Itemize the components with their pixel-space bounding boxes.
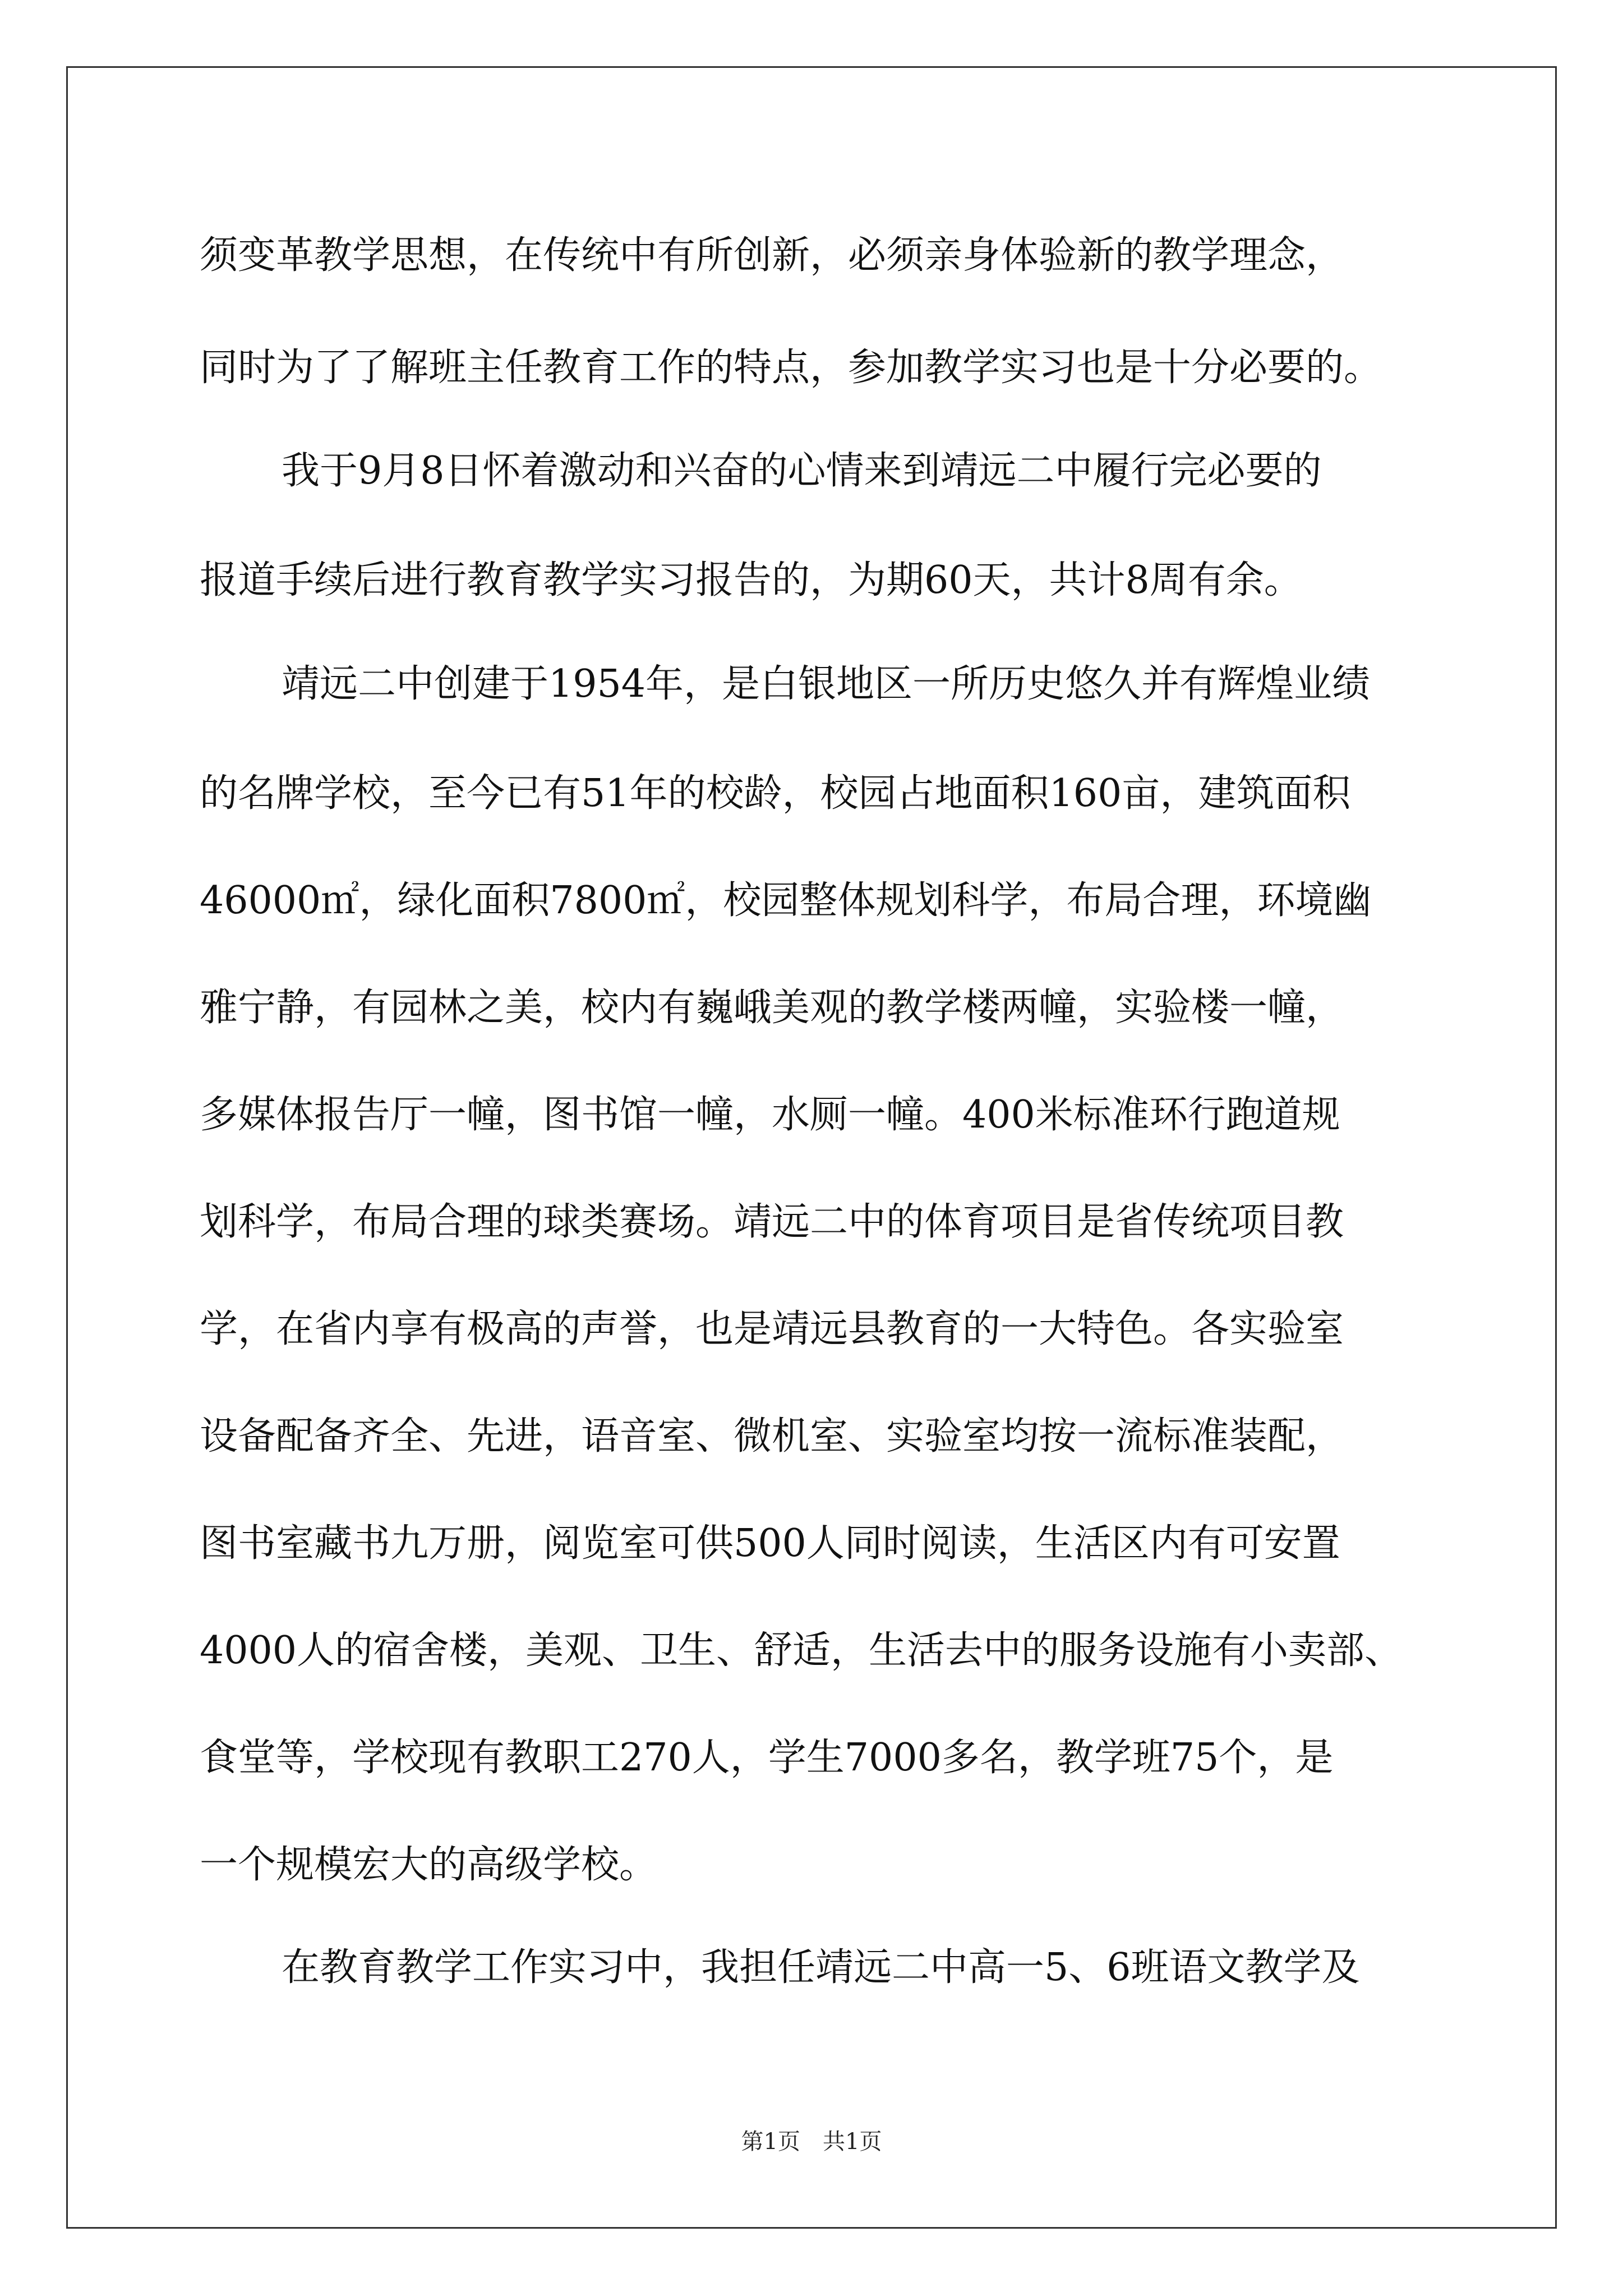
text-line: 设备配备齐全、先进，语音室、微机室、实验室均按一流标准装配， (200, 1414, 1344, 1458)
text-line: 多媒体报告厅一幢，图书馆一幢，水厕一幢。400米标准环行跑道规 (200, 1093, 1340, 1137)
page-border (66, 66, 1557, 2229)
text-line: 同时为了了解班主任教育工作的特点，参加教学实习也是十分必要的。 (200, 346, 1382, 390)
page-footer: 第1页 共1页 (741, 2129, 882, 2155)
text-line: 报道手续后进行教育教学实习报告的，为期60天，共计8周有余。 (200, 558, 1302, 602)
text-line: 靖远二中创建于1954年，是白银地区一所历史悠久并有辉煌业绩 (282, 662, 1371, 706)
text-line: 雅宁静，有园林之美，校内有巍峨美观的教学楼两幢，实验楼一幢， (200, 986, 1344, 1030)
text-line: 学，在省内享有极高的声誉，也是靖远县教育的一大特色。各实验室 (200, 1307, 1344, 1351)
text-line: 46000㎡，绿化面积7800㎡，校园整体规划科学，布局合理，环境幽 (200, 878, 1372, 923)
text-line: 划科学，布局合理的球类赛场。靖远二中的体育项目是省传统项目教 (200, 1200, 1344, 1244)
text-line: 我于9月8日怀着激动和兴奋的心情来到靖远二中履行完必要的 (282, 449, 1322, 493)
text-line: 一个规模宏大的高级学校。 (200, 1843, 658, 1887)
text-line: 的名牌学校，至今已有51年的校龄，校园占地面积160亩，建筑面积 (200, 771, 1351, 816)
text-line: 须变革教学思想，在传统中有所创新，必须亲身体验新的教学理念， (200, 233, 1344, 278)
text-line: 图书室藏书九万册，阅览室可供500人同时阅读，生活区内有可安置 (200, 1521, 1340, 1566)
text-line: 食堂等，学校现有教职工270人，学生7000多名，教学班75个，是 (200, 1736, 1334, 1780)
text-line: 在教育教学工作实习中，我担任靖远二中高一5、6班语文教学及 (282, 1945, 1360, 1990)
text-line: 4000人的宿舍楼，美观、卫生、舒适，生活去中的服务设施有小卖部、 (200, 1628, 1403, 1673)
